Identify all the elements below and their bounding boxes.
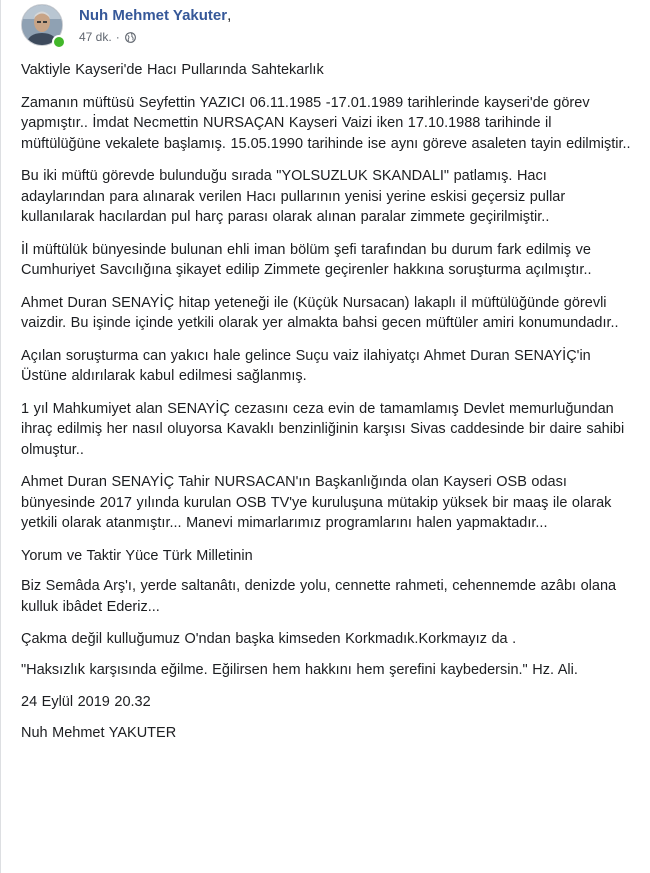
post-date: 24 Eylül 2019 20.32 [21,694,151,710]
online-status-indicator [52,35,66,49]
post-paragraph: İl müftülük bünyesinde bulunan ehli iman bölüm şefi tarafından bu durum fark edilmiş ve Cumhuriyet Savcılığına şikayet edilip Zimmete geçirenler hakkına soruşturma açılmıştır.. [21,241,592,278]
meta-separator: · [115,30,120,44]
post-paragraph: Bu iki müftü görevde bulunduğu sırada "YOLSUZLUK SKANDALI" patlamış. Hacı adaylarından para alınarak verilen Hacı pullarının yenisi yerine eskisi geçersiz pullar kullanılarak hacılardan pul harç parası olarak alınan paralar zimmete geçirilmiştir.. [21,168,566,225]
author-name[interactable]: Nuh Mehmet Yakuter [79,7,228,24]
post-timestamp[interactable]: 47 dk. [79,30,112,44]
post-paragraph: Ahmet Duran SENAYİÇ hitap yeteneği ile (Küçük Nursacan) lakaplı il müftülüğünde görevli vaizdir. Bu işinde içinde yetkili olarak yer almakta bahsi gecen müftüler amiri konumundadır.. [21,294,619,331]
post-paragraph: Biz Semâda Arş'ı, yerde saltanâtı, denizde yolu, cennette rahmeti, cehennemde azâbı olana kulluk ibâdet Ederiz... [21,578,617,615]
post-header [21,4,621,50]
post-paragraph: Yorum ve Taktir Yüce Türk Milletinin [21,547,253,564]
post-paragraph: "Haksızlık karşısında eğilme. Eğilirsen hem hakkını hem şerefini kaybedersin." Hz. Ali. [21,661,578,678]
post-paragraph: Vaktiyle Kayseri'de Hacı Pullarında Sahtekarlık [21,62,324,78]
avatar[interactable] [21,4,65,48]
post-body [21,60,631,755]
post-paragraph: Açılan soruşturma can yakıcı hale gelince Suçu vaiz ilahiyatçı Ahmet Duran SENAYİÇ'in Üstüne aldırılarak kabul edilmesi sağlanmış. [21,347,591,384]
post-paragraph: Ahmet Duran SENAYİÇ Tahir NURSACAN'ın Başkanlığında olan Kayseri OSB odası bünyesinde 2017 yılında kurulan OSB TV'ye kuruluşuna mütakip yüksek bir maaş ile olarak yetkili olarak atanmıştır... Manevi mimarlarımız programlarını halen yapmaktadır... [21,474,612,531]
post-paragraph: Zamanın müftüsü Seyfettin YAZICI 06.11.1985 -17.01.1989 tarihlerinde kayseri'de görev yapmıştır.. İmdat Necmettin NURSAÇAN Kayseri Vaizi iken 17.10.1988 tarihinde il müftülüğüne vekalete başlamış. 15.05.1990 tarihinde ise aynı göreve asaleten tayin edilmiştir.. [21,94,631,152]
globe-icon[interactable] [125,32,136,43]
post-paragraph: 1 yıl Mahkumiyet alan SENAYİÇ cezasını ceza evin de tamamlamış Devlet memurluğundan ihraç edilmiş her nasıl oluyorsa Kavaklı benzinliğinin karşısı Sivas caddesinde bir daire sahibi olmuştur.. [21,400,625,458]
post-meta [79,30,136,44]
author-name-comma: , [227,7,232,24]
post-signature: Nuh Mehmet YAKUTER [21,724,177,741]
post-paragraph: Çakma değil kulluğumuz O'ndan başka kimseden Korkmadık.Korkmayız da . [21,631,517,647]
author-name-link[interactable] [79,7,231,24]
